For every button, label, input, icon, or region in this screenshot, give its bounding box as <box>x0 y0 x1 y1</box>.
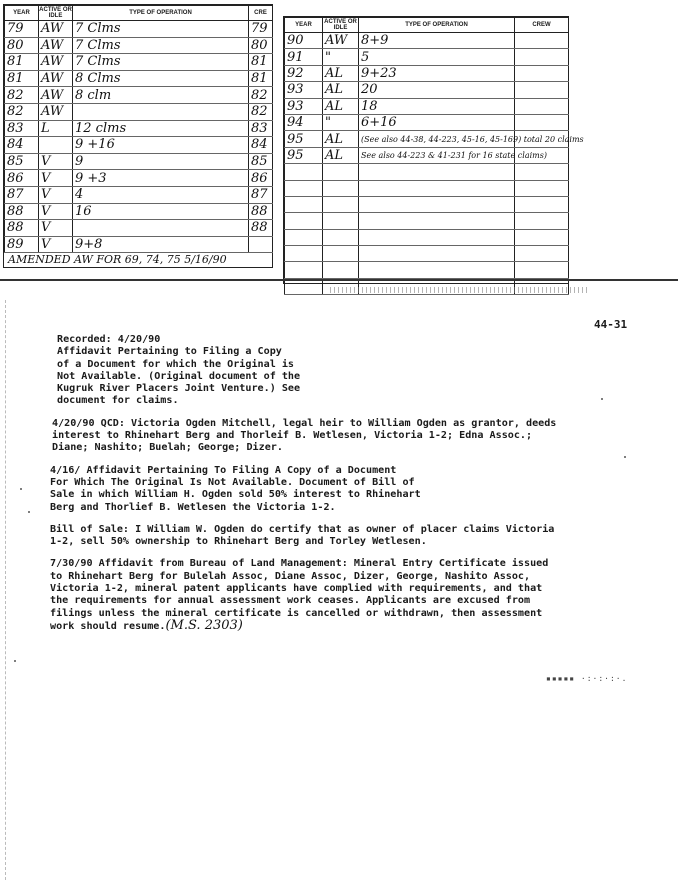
scan-speck <box>28 511 30 513</box>
operation-cell: 7 Clms <box>73 21 249 38</box>
crew-cell: 84 <box>249 137 273 154</box>
year-cell: 85 <box>5 153 39 170</box>
year-cell <box>285 246 323 262</box>
table-row <box>5 103 273 120</box>
status-cell <box>323 262 359 278</box>
table-row <box>285 213 569 229</box>
operation-cell: 9 <box>73 153 249 170</box>
table-row <box>285 131 569 147</box>
year-cell: 87 <box>5 186 39 203</box>
year-cell: 81 <box>5 54 39 71</box>
status-cell: V <box>39 203 73 220</box>
table-row <box>285 196 569 212</box>
table-row <box>5 236 273 253</box>
table-row <box>5 186 273 203</box>
table-row <box>285 262 569 278</box>
operation-cell: 8+9 <box>359 33 515 49</box>
stamp-noise: ▪▪▪▪▪ ·:·:·:·. <box>546 674 628 683</box>
status-cell <box>323 196 359 212</box>
table-row <box>285 164 569 180</box>
table-row <box>285 114 569 130</box>
year-cell <box>285 196 323 212</box>
table-row <box>285 180 569 196</box>
crew-cell <box>515 33 569 49</box>
scan-noise-band <box>330 287 590 293</box>
status-cell: V <box>39 186 73 203</box>
crew-cell <box>515 98 569 114</box>
table-row <box>5 153 273 170</box>
status-cell: " <box>323 114 359 130</box>
year-cell <box>285 213 323 229</box>
status-cell: AL <box>323 147 359 163</box>
status-cell: V <box>39 170 73 187</box>
status-cell <box>39 137 73 154</box>
status-cell <box>323 164 359 180</box>
table-row <box>5 220 273 237</box>
table-row <box>285 65 569 81</box>
header-crew: CREW <box>515 18 569 33</box>
year-cell: 93 <box>285 98 323 114</box>
paragraph-affidavit-copy: 4/16/ Affidavit Pertaining To Filing A Copy of a Document For Which The Original Is Not Available. Document of Bill of Sale in which William H. Ogden sold 50% interest to Rhinehart Berg and Thorlief B. Wetlesen the Victoria 1-2. <box>50 464 421 513</box>
table-row <box>285 49 569 65</box>
operation-cell <box>359 196 515 212</box>
crew-cell: 81 <box>249 54 273 71</box>
year-cell: 82 <box>5 87 39 104</box>
crew-cell <box>515 114 569 130</box>
year-cell: 95 <box>285 147 323 163</box>
operation-cell: 6+16 <box>359 114 515 130</box>
left-log-rows <box>5 21 273 253</box>
amended-note: AMENDED AW FOR 69, 74, 75 5/16/90 <box>8 253 227 266</box>
right-log-table <box>284 17 584 295</box>
operation-cell <box>359 246 515 262</box>
scan-divider-line <box>0 279 678 281</box>
year-cell: 84 <box>5 137 39 154</box>
crew-cell: 82 <box>249 87 273 104</box>
header-active-or-idle: ACTIVE OR IDLE <box>324 19 357 31</box>
status-cell: AW <box>39 103 73 120</box>
status-cell: AL <box>323 82 359 98</box>
scan-edge-mark <box>5 300 6 880</box>
mineral-survey-reference: (M.S. 2303) <box>165 617 243 633</box>
crew-cell: 83 <box>249 120 273 137</box>
paragraph-blm-affidavit <box>50 558 618 633</box>
blm-affidavit-text: 7/30/90 Affidavit from Bureau of Land Management: Mineral Entry Certificate issued to Rhinehart Berg for Bulelah Assoc, Diane Assoc, Dizer, George, Nashito Assoc, Victoria 1-2, mineral patent applicants have complied with requirements, and that the requirements for annual assessment work ceases. Applicants are excused from filings unless the mineral certificate is cancelled or withdrawn, then assessment work should resume. <box>50 558 549 632</box>
year-cell: 86 <box>5 170 39 187</box>
year-cell: 82 <box>5 103 39 120</box>
table-row <box>285 82 569 98</box>
paragraph-bill-of-sale: Bill of Sale: I William W. Ogden do certify that as owner of placer claims Victoria 1-2, sell 50% ownership to Rhinehart Berg and Torley Wetlesen. <box>50 523 555 548</box>
crew-cell <box>515 213 569 229</box>
document-body <box>50 334 618 643</box>
status-cell: AL <box>323 65 359 81</box>
crew-cell <box>515 49 569 65</box>
table-row <box>5 120 273 137</box>
paragraph-qcd: 4/20/90 QCD: Victoria Ogden Mitchell, legal heir to William Ogden as grantor, deeds interest to Rhinehart Berg and Thorleif B. Wetlesen, Victoria 1-2; Edna Assoc.; Diane; Nashito; Buelah; George; Dizer. <box>52 417 557 454</box>
crew-cell <box>515 65 569 81</box>
operation-cell: 5 <box>359 49 515 65</box>
year-cell: 88 <box>5 203 39 220</box>
status-cell: AL <box>323 131 359 147</box>
year-cell: 88 <box>5 220 39 237</box>
operation-cell <box>359 262 515 278</box>
operation-cell: 9 +3 <box>73 170 249 187</box>
operation-cell: 7 Clms <box>73 37 249 54</box>
table-row <box>5 54 273 71</box>
status-cell: AW <box>39 37 73 54</box>
status-cell <box>323 180 359 196</box>
table-row <box>285 33 569 49</box>
status-cell: AW <box>39 70 73 87</box>
status-cell: AW <box>39 54 73 71</box>
year-cell: 91 <box>285 49 323 65</box>
table-row <box>5 203 273 220</box>
crew-cell: 85 <box>249 153 273 170</box>
year-cell: 89 <box>5 236 39 253</box>
operation-cell <box>359 229 515 245</box>
year-cell: 79 <box>5 21 39 38</box>
status-cell <box>323 213 359 229</box>
status-cell: V <box>39 236 73 253</box>
status-cell: AW <box>39 21 73 38</box>
left-log-header <box>5 6 273 21</box>
operation-cell: 12 clms <box>73 120 249 137</box>
crew-cell: 81 <box>249 70 273 87</box>
table-row <box>285 147 569 163</box>
crew-cell <box>515 196 569 212</box>
status-cell: AW <box>323 33 359 49</box>
table-row <box>5 21 273 38</box>
header-crew: CRE <box>249 6 273 21</box>
crew-cell <box>515 164 569 180</box>
operation-cell <box>359 164 515 180</box>
status-cell: V <box>39 220 73 237</box>
operation-cell: 9 +16 <box>73 137 249 154</box>
crew-cell: 88 <box>249 203 273 220</box>
operation-cell: 16 <box>73 203 249 220</box>
operation-cell: (See also 44-38, 44-223, 45-16, 45-169) total 20 claims <box>359 131 515 147</box>
status-cell: L <box>39 120 73 137</box>
status-cell: " <box>323 49 359 65</box>
header-year: YEAR <box>5 6 39 21</box>
operation-cell: 20 <box>359 82 515 98</box>
crew-cell <box>515 246 569 262</box>
year-cell: 93 <box>285 82 323 98</box>
scan-speck <box>624 456 626 458</box>
table-row <box>5 37 273 54</box>
operation-cell: 18 <box>359 98 515 114</box>
table-row <box>5 70 273 87</box>
header-type-of-operation: TYPE OF OPERATION <box>73 6 249 21</box>
crew-cell <box>515 180 569 196</box>
crew-cell: 80 <box>249 37 273 54</box>
year-cell <box>285 180 323 196</box>
operation-cell: 9+8 <box>73 236 249 253</box>
status-cell: V <box>39 153 73 170</box>
year-cell: 94 <box>285 114 323 130</box>
crew-cell: 87 <box>249 186 273 203</box>
table-row <box>285 229 569 245</box>
scan-speck <box>601 398 603 400</box>
crew-cell <box>515 262 569 278</box>
year-cell: 90 <box>285 33 323 49</box>
operation-cell: 7 Clms <box>73 54 249 71</box>
crew-cell: 88 <box>249 220 273 237</box>
scan-speck <box>20 488 22 490</box>
operation-cell: See also 44-223 & 41-231 for 16 state claims) <box>359 147 515 163</box>
year-cell <box>285 229 323 245</box>
table-row <box>285 98 569 114</box>
operation-cell <box>73 103 249 120</box>
table-row <box>285 246 569 262</box>
operation-cell: 9+23 <box>359 65 515 81</box>
crew-cell <box>249 236 273 253</box>
table-row <box>5 137 273 154</box>
left-log-card <box>3 4 273 268</box>
crew-cell: 86 <box>249 170 273 187</box>
year-cell <box>285 262 323 278</box>
right-log-card <box>283 16 584 284</box>
right-log-header <box>285 18 569 33</box>
crew-cell <box>515 82 569 98</box>
year-cell: 80 <box>5 37 39 54</box>
status-cell: AW <box>39 87 73 104</box>
operation-cell <box>359 180 515 196</box>
header-type-of-operation: TYPE OF OPERATION <box>359 18 515 33</box>
left-log-table <box>4 5 273 253</box>
operation-cell <box>73 220 249 237</box>
status-cell <box>323 229 359 245</box>
crew-cell: 79 <box>249 21 273 38</box>
year-cell: 95 <box>285 131 323 147</box>
operation-cell: 8 Clms <box>73 70 249 87</box>
crew-cell: 82 <box>249 103 273 120</box>
year-cell: 92 <box>285 65 323 81</box>
crew-cell <box>515 229 569 245</box>
operation-cell: 4 <box>73 186 249 203</box>
page-reference: 44-31 <box>594 318 628 331</box>
header-year: YEAR <box>285 18 323 33</box>
operation-cell <box>359 213 515 229</box>
year-cell: 83 <box>5 120 39 137</box>
status-cell <box>323 246 359 262</box>
table-row <box>5 87 273 104</box>
year-cell <box>285 164 323 180</box>
scan-speck <box>14 660 16 662</box>
table-row <box>5 170 273 187</box>
header-active-or-idle: ACTIVE OR IDLE <box>39 7 72 19</box>
status-cell: AL <box>323 98 359 114</box>
operation-cell: 8 clm <box>73 87 249 104</box>
right-log-rows <box>285 33 584 295</box>
year-cell: 81 <box>5 70 39 87</box>
paragraph-recorded: Recorded: 4/20/90 Affidavit Pertaining to Filing a Copy of a Document for which the Original is Not Available. (Original document of the Kugruk River Placers Joint Venture.) See document for claims. <box>57 334 301 407</box>
